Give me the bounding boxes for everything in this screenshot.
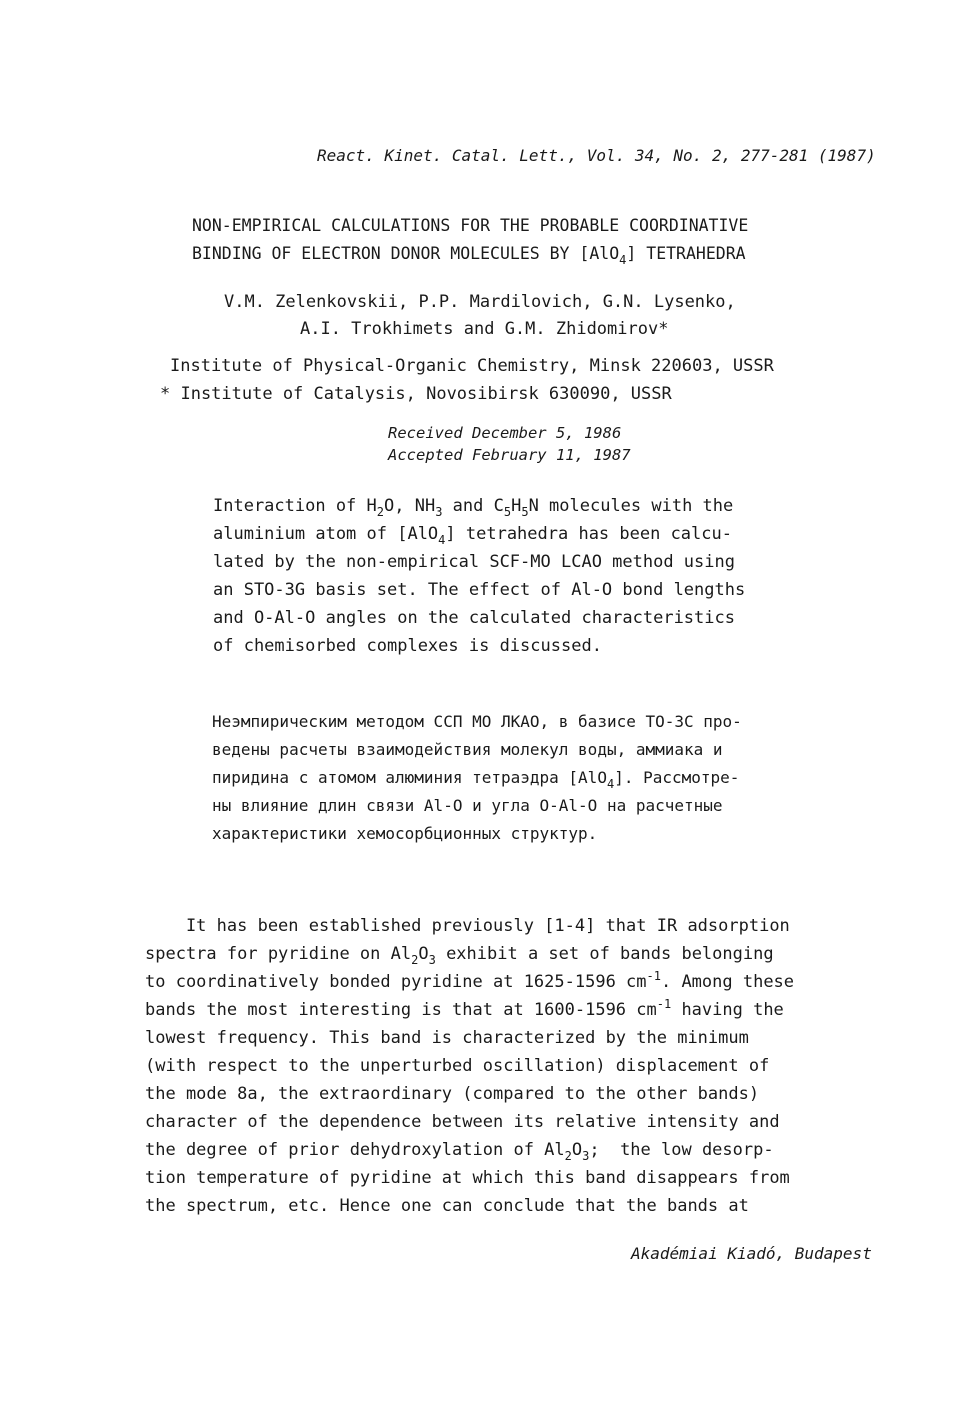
body-line: [145, 969, 795, 992]
subscript: 5: [521, 505, 529, 519]
abstract-en-line: of chemisorbed complexes is discussed.: [213, 636, 602, 656]
text: aluminium atom of [AlO: [213, 524, 439, 544]
abstract-ru-line: Неэмпирическим методом ССП МО ЛКАО, в базисе ТО-3С про-: [212, 712, 742, 731]
text: ] tetrahedra has been calcu-: [445, 524, 732, 544]
body-line: lowest frequency. This band is characterized by the minimum: [145, 1028, 749, 1048]
text: bands the most interesting is that at 1600-1596 cm: [145, 1000, 657, 1020]
subscript: 3: [582, 1149, 590, 1163]
subscript: 4: [606, 777, 615, 791]
body-line: [145, 997, 784, 1020]
body-line: tion temperature of pyridine at which this band disappears from: [145, 1168, 790, 1188]
affiliation-1: Institute of Physical-Organic Chemistry, Minsk 220603, USSR: [170, 356, 774, 376]
abstract-ru-line: [212, 768, 740, 791]
body-line: the spectrum, etc. Hence one can conclude that the bands at: [145, 1196, 749, 1216]
body-line: (with respect to the unperturbed oscillation) displacement of: [145, 1056, 770, 1076]
text: ]. Рассмотре-: [614, 768, 740, 787]
paper-title-line-1: NON-EMPIRICAL CALCULATIONS FOR THE PROBABLE COORDINATIVE: [192, 216, 749, 235]
text: having the: [671, 1000, 784, 1020]
abstract-en-line: [213, 496, 734, 519]
text: and C: [442, 496, 504, 516]
received-date: Received December 5, 1986: [388, 424, 622, 442]
authors-line-2: A.I. Trokhimets and G.M. Zhidomirov*: [300, 319, 669, 339]
text: ; the low desorp-: [589, 1140, 774, 1160]
subscript: 2: [376, 505, 384, 519]
text: to coordinatively bonded pyridine at 1625-1596 cm: [145, 972, 647, 992]
publisher: Akadémiai Kiadó, Budapest: [631, 1244, 872, 1263]
journal-citation: React. Kinet. Catal. Lett., Vol. 34, No. 2, 277-281 (1987): [317, 146, 876, 165]
text: Interaction of H: [213, 496, 377, 516]
subscript: 3: [428, 953, 436, 967]
abstract-en-line: [213, 524, 732, 547]
superscript: -1: [656, 997, 672, 1011]
body-line: character of the dependence between its relative intensity and: [145, 1112, 780, 1132]
text: . Among these: [660, 972, 795, 992]
text: O: [571, 1140, 583, 1160]
subscript: 4: [438, 533, 446, 547]
title-subscript: 4: [619, 253, 627, 267]
abstract-en-line: and O-Al-O angles on the calculated characteristics: [213, 608, 735, 628]
abstract-ru-line: ведены расчеты взаимодействия молекул воды, аммиака и: [212, 740, 723, 759]
abstract-en-line: lated by the non-empirical SCF-MO LCAO method using: [213, 552, 735, 572]
title-text-end: ] TETRAHEDRA: [626, 244, 746, 263]
subscript: 2: [564, 1149, 572, 1163]
accepted-date: Accepted February 11, 1987: [388, 446, 631, 464]
text: O: [418, 944, 429, 964]
text: O, NH: [384, 496, 436, 516]
title-text: BINDING OF ELECTRON DONOR MOLECULES BY [AlO: [192, 244, 620, 263]
subscript: 2: [411, 953, 419, 967]
text: the degree of prior dehydroxylation of Al: [145, 1140, 565, 1160]
text: spectra for pyridine on Al: [145, 944, 412, 964]
superscript: -1: [646, 969, 661, 983]
body-line: It has been established previously [1-4] that IR adsorption: [145, 916, 790, 936]
text: пиридина с атомом алюминия тетраэдра [AlO: [212, 768, 607, 787]
affiliation-2: * Institute of Catalysis, Novosibirsk 630090, USSR: [160, 384, 672, 404]
subscript: 5: [503, 505, 512, 519]
abstract-ru-line: характеристики хемосорбционных структур.: [212, 824, 598, 843]
text: exhibit a set of bands belonging: [435, 944, 774, 964]
abstract-ru-line: ны влияние длин связи Al-O и угла O-Al-O на расчетные: [212, 796, 723, 815]
body-line: [145, 944, 774, 967]
text: H: [511, 496, 522, 516]
body-line: [145, 1140, 774, 1163]
text: N molecules with the: [528, 496, 734, 516]
body-line: the mode 8a, the extraordinary (compared to the other bands): [145, 1084, 760, 1104]
abstract-en-line: an STO-3G basis set. The effect of Al-O bond lengths: [213, 580, 746, 600]
subscript: 3: [435, 505, 443, 519]
authors-line-1: V.M. Zelenkovskii, P.P. Mardilovich, G.N. Lysenko,: [224, 292, 736, 312]
paper-title-line-2: [192, 244, 746, 267]
